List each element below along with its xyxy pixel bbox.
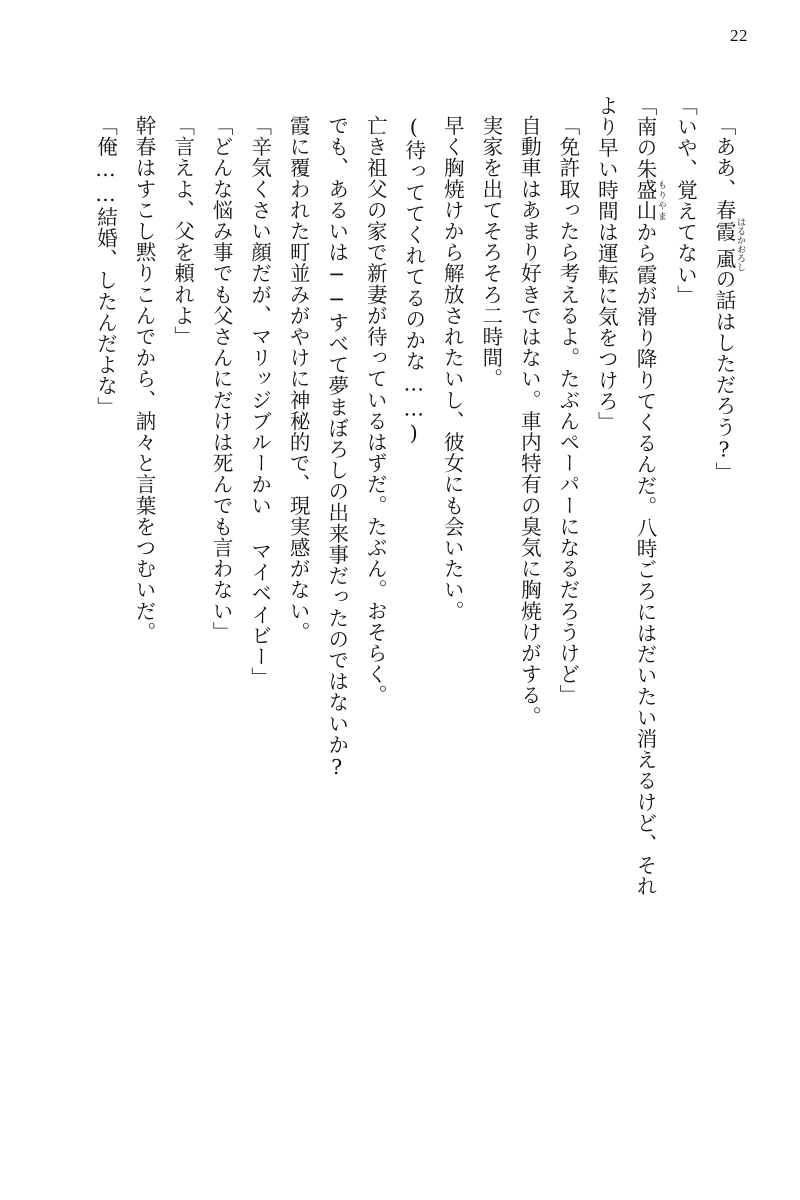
text-run: 自動車はあまり好きではない。車内特有の臭気に胸焼けがする。 [517,115,542,727]
line-indent [144,95,145,115]
line-indent [724,95,725,115]
text-run: 実家を出てそろそろ二時間。 [478,115,503,390]
text-run: 「いや、覚えてない」 [673,95,698,306]
text-line [625,95,666,1095]
text-line [471,95,510,1095]
line-indent [336,95,337,115]
ruby-annotation: もりやま [655,179,666,222]
line-indent [375,95,376,115]
ruby-text: 颪 おろし [712,244,745,272]
text-line [394,95,433,1095]
text-run: 「俺……結婚、したんだよな」 [93,115,118,418]
text-run: 幹春はすこし黙りこんでから、訥々と言葉をつむいだ。 [132,115,157,643]
text-line [433,95,472,1095]
page-body-text [55,95,745,1095]
text-run: の話はしただろう?」 [712,268,736,484]
text-line [666,95,705,1095]
text-line [202,95,241,1095]
ruby-text: 盛山 もりやま [632,179,666,222]
text-line [356,95,395,1095]
text-run: より早い時間は運転に気をつけろ」 [594,95,619,433]
text-line [548,95,587,1095]
text-line [510,95,549,1095]
text-run: (待っててくれてるのかな……) [401,115,426,446]
page-number: 22 [730,26,748,45]
text-run: でも、あるいは──すべて夢まぼろしの出来事だったのではないか? [324,115,349,780]
text-run: 「言えよ、父を頼れよ」 [170,115,195,348]
line-indent [529,95,530,115]
line-indent [452,95,453,115]
text-line [587,95,626,1095]
line-indent [298,95,299,115]
line-indent [182,95,183,115]
text-run: 「ああ、春 [712,115,736,221]
line-indent [567,95,568,115]
ruby-annotation: おろし [735,244,745,272]
line-indent [490,95,491,115]
text-run: 「南の朱 [632,95,657,180]
text-line [240,95,279,1095]
text-line [86,95,125,1095]
text-run: から霞が滑り降りてくるんだ。八時ごろにはだいたい消えるけど、それ [632,221,657,897]
line-indent [221,95,222,115]
text-run: 霞に覆われた町並みがやけに神秘的で、現実感がない。 [286,115,311,643]
text-line [125,95,164,1095]
text-run: 「辛気くさい顔だが、マリッジブルーかい マイベイビー」 [247,115,272,689]
ruby-annotation: はるか [735,217,745,245]
text-run: 「どんな悩み事でも父さんにだけは死んでも言わない」 [209,115,234,643]
text-run: 早く胸焼けから解放されたいし、彼女にも会いたい。 [440,115,465,622]
text-line [279,95,318,1095]
line-indent [105,95,106,115]
text-line [163,95,202,1095]
text-run: 亡き祖父の家で新妻が待っているはずだ。たぶん。おそらく。 [363,115,388,706]
text-line [704,95,745,1095]
ruby-text: 霞 はるか [712,217,745,245]
text-line [317,95,356,1095]
text-run: 「免許取ったら考えるよ。たぶんペーパーになるだろうけど」 [555,115,580,706]
line-indent [259,95,260,115]
line-indent [413,95,414,115]
